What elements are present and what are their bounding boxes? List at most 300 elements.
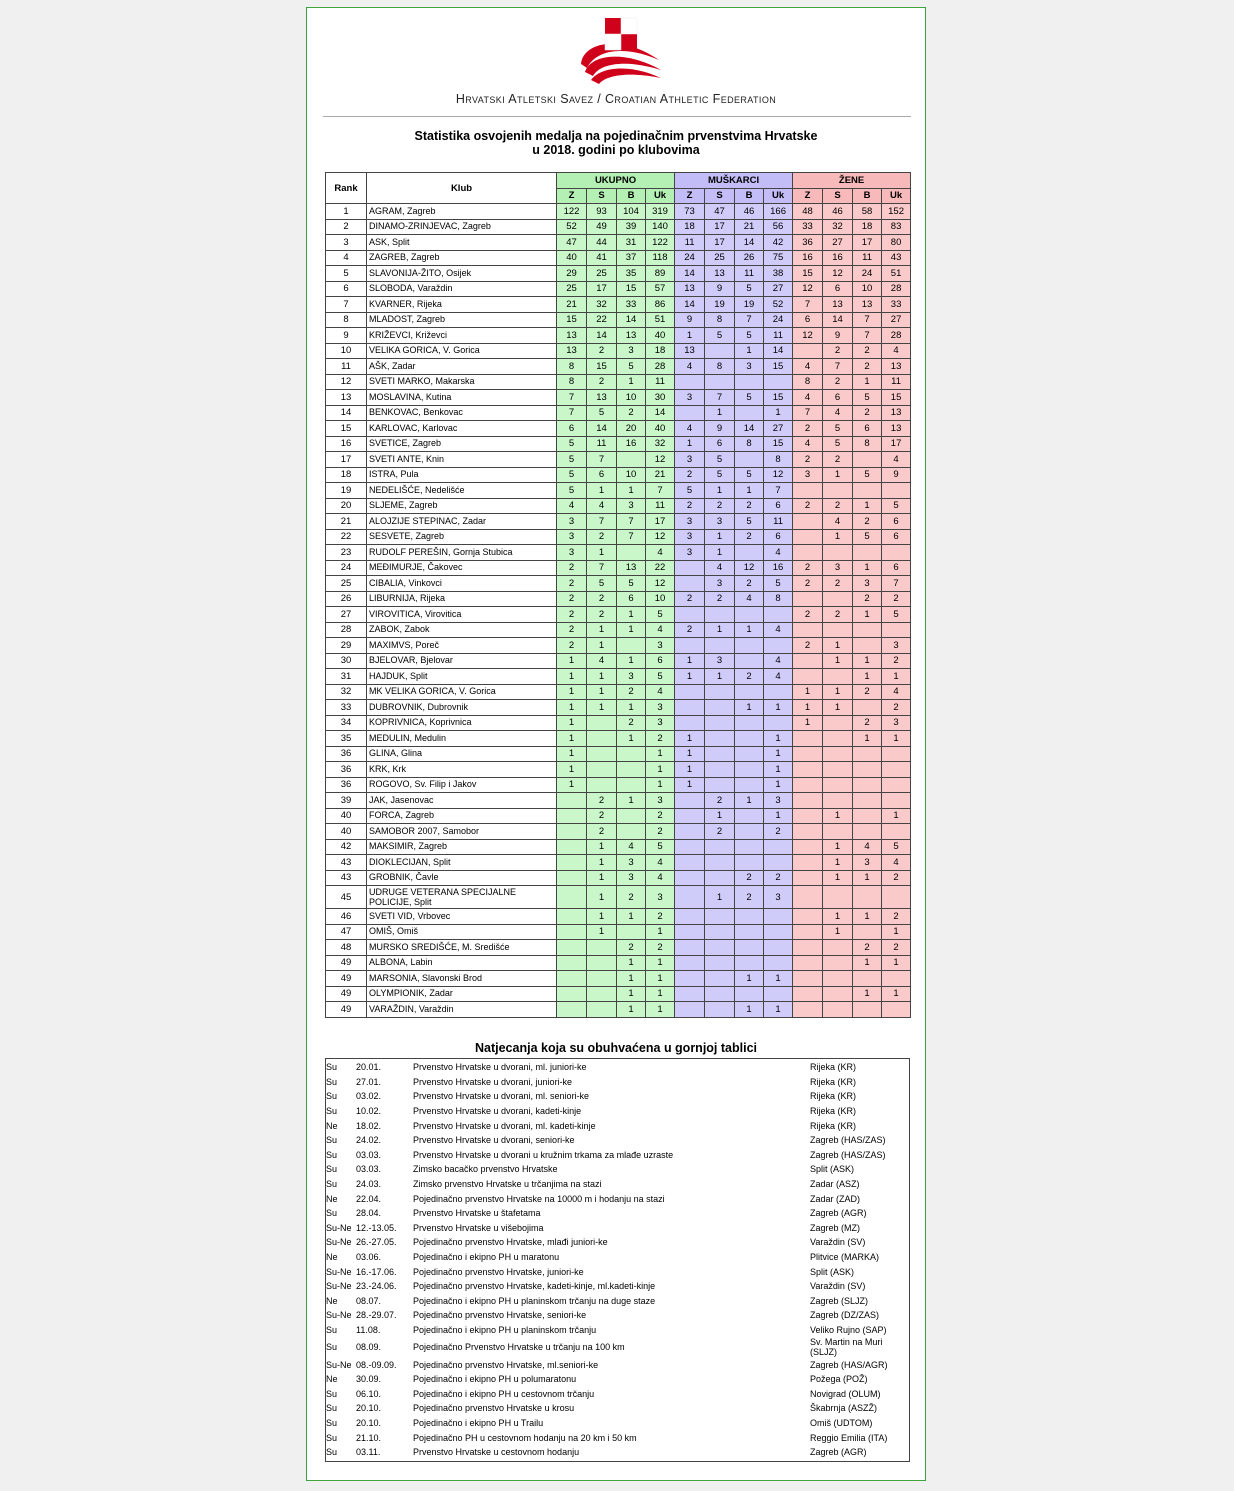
table-row [326, 235, 911, 251]
value-cell-ukupno-s: 2 [587, 808, 617, 824]
value-cell-ukupno-b: 1 [617, 731, 646, 747]
competition-day: Su [326, 1324, 338, 1335]
value-cell-ukupno-z: 2 [557, 607, 587, 623]
klub-cell: MLADOST, Zagreb [367, 312, 557, 328]
federation-logo [575, 16, 665, 92]
value-cell-zene-b: 2 [853, 359, 882, 375]
competition-name: Pojedinačno prvenstvo Hrvatske, ml.seniori-ke [413, 1359, 599, 1370]
value-cell-zene-b: 1 [853, 669, 882, 685]
header-divider [323, 116, 911, 117]
rank-cell: 7 [326, 297, 367, 313]
value-cell-ukupno-uk: 22 [646, 560, 675, 576]
value-cell-muskarci-s: 5 [705, 328, 735, 344]
value-cell-muskarci-s: 17 [705, 235, 735, 251]
value-cell-ukupno-s: 14 [587, 421, 617, 437]
value-cell-muskarci-b [735, 955, 764, 971]
value-cell-muskarci-s [705, 855, 735, 871]
value-cell-zene-z [793, 793, 823, 809]
value-cell-zene-z [793, 669, 823, 685]
value-cell-muskarci-s [705, 971, 735, 987]
value-cell-ukupno-uk: 3 [646, 886, 675, 909]
value-cell-zene-s: 2 [823, 498, 853, 514]
value-cell-zene-z: 7 [793, 405, 823, 421]
value-cell-ukupno-s: 2 [587, 529, 617, 545]
value-cell-zene-uk: 9 [882, 467, 911, 483]
value-cell-zene-z [793, 870, 823, 886]
klub-cell: OMIŠ, Omiš [367, 924, 557, 940]
value-cell-zene-s: 13 [823, 297, 853, 313]
value-cell-zene-s: 7 [823, 359, 853, 375]
value-cell-ukupno-uk: 51 [646, 312, 675, 328]
value-cell-zene-s: 2 [823, 452, 853, 468]
value-cell-muskarci-z [675, 374, 705, 390]
value-cell-zene-b: 5 [853, 390, 882, 406]
competitions-title: Natjecanja koja su obuhvaćena u gornjoj tablici [474, 1041, 757, 1055]
competitions-box [325, 1058, 910, 1462]
value-cell-ukupno-s: 17 [587, 281, 617, 297]
table-row [326, 312, 911, 328]
competition-day: Su [326, 1432, 338, 1443]
value-cell-zene-s: 14 [823, 312, 853, 328]
value-cell-ukupno-b: 1 [617, 1002, 646, 1018]
klub-cell: MEDULIN, Medulin [367, 731, 557, 747]
competition-date: 03.11. [356, 1447, 381, 1458]
value-cell-muskarci-z: 14 [675, 266, 705, 282]
rank-cell: 15 [326, 421, 367, 437]
value-cell-muskarci-b [735, 684, 764, 700]
table-row [326, 607, 911, 623]
competition-date: 18.02. [356, 1120, 382, 1131]
value-cell-zene-z [793, 483, 823, 499]
value-cell-muskarci-uk: 4 [764, 669, 793, 685]
value-cell-ukupno-uk: 319 [646, 204, 675, 220]
value-cell-muskarci-uk: 3 [764, 886, 793, 909]
value-cell-muskarci-b: 1 [735, 1002, 764, 1018]
value-cell-ukupno-b: 20 [617, 421, 646, 437]
value-cell-ukupno-uk: 1 [646, 986, 675, 1002]
value-cell-zene-z: 7 [793, 297, 823, 313]
value-cell-ukupno-uk: 14 [646, 405, 675, 421]
competition-date: 28.04. [356, 1208, 382, 1219]
rank-cell: 29 [326, 638, 367, 654]
value-cell-muskarci-uk: 1 [764, 731, 793, 747]
value-cell-ukupno-uk: 1 [646, 746, 675, 762]
value-cell-zene-b: 8 [853, 436, 882, 452]
competition-date: 08.09. [356, 1342, 382, 1353]
value-cell-muskarci-z [675, 1002, 705, 1018]
value-cell-muskarci-z [675, 986, 705, 1002]
value-cell-zene-s: 1 [823, 924, 853, 940]
value-cell-zene-uk: 80 [882, 235, 911, 251]
value-cell-muskarci-uk [764, 374, 793, 390]
rank-cell: 28 [326, 622, 367, 638]
competition-name: Prvenstvo Hrvatske u dvorani, kadeti-kinje [413, 1106, 582, 1117]
competition-row [326, 1177, 909, 1192]
value-cell-ukupno-uk: 12 [646, 576, 675, 592]
value-cell-ukupno-z: 5 [557, 467, 587, 483]
value-cell-muskarci-b: 19 [735, 297, 764, 313]
value-cell-zene-s [823, 971, 853, 987]
competition-place: Rijeka (KR) [810, 1062, 857, 1073]
value-cell-ukupno-z: 1 [557, 669, 587, 685]
value-cell-zene-s: 2 [823, 374, 853, 390]
value-cell-muskarci-b: 2 [735, 529, 764, 545]
rank-cell: 13 [326, 390, 367, 406]
value-cell-zene-s: 2 [823, 607, 853, 623]
rank-cell: 11 [326, 359, 367, 375]
value-cell-zene-z [793, 591, 823, 607]
value-cell-ukupno-s: 1 [587, 638, 617, 654]
subcol-ukupno-s: S [587, 188, 617, 204]
competition-date: 03.06. [356, 1252, 382, 1263]
competition-day: Su [326, 1417, 338, 1428]
competition-place: Zadar (ASZ) [810, 1179, 860, 1190]
value-cell-ukupno-z: 1 [557, 715, 587, 731]
value-cell-zene-uk [882, 793, 911, 809]
value-cell-zene-uk [882, 483, 911, 499]
subcol-muskarci-z: Z [675, 188, 705, 204]
value-cell-ukupno-uk: 2 [646, 940, 675, 956]
value-cell-muskarci-b: 7 [735, 312, 764, 328]
value-cell-muskarci-b [735, 731, 764, 747]
value-cell-zene-z: 12 [793, 328, 823, 344]
value-cell-muskarci-s: 4 [705, 560, 735, 576]
value-cell-zene-uk: 4 [882, 684, 911, 700]
value-cell-ukupno-s: 32 [587, 297, 617, 313]
value-cell-muskarci-b: 14 [735, 235, 764, 251]
competition-name: Zimsko prvenstvo Hrvatske u trčanjima na stazi [413, 1179, 602, 1190]
competition-name: Prvenstvo Hrvatske u cestovnom hodanju [413, 1447, 580, 1458]
competition-day: Su-Ne [326, 1359, 352, 1370]
value-cell-zene-s: 1 [823, 870, 853, 886]
value-cell-ukupno-s: 4 [587, 653, 617, 669]
value-cell-zene-z [793, 1002, 823, 1018]
value-cell-muskarci-z [675, 638, 705, 654]
value-cell-zene-b [853, 824, 882, 840]
rank-cell: 3 [326, 235, 367, 251]
value-cell-zene-z: 2 [793, 638, 823, 654]
value-cell-muskarci-uk: 15 [764, 359, 793, 375]
value-cell-muskarci-uk: 75 [764, 250, 793, 266]
rank-cell: 36 [326, 777, 367, 793]
value-cell-muskarci-s [705, 940, 735, 956]
value-cell-muskarci-z [675, 607, 705, 623]
competition-day: Ne [326, 1295, 338, 1306]
rank-cell: 21 [326, 514, 367, 530]
value-cell-muskarci-z [675, 940, 705, 956]
competition-row [326, 1264, 909, 1279]
value-cell-muskarci-s: 13 [705, 266, 735, 282]
value-cell-ukupno-uk: 2 [646, 731, 675, 747]
value-cell-zene-uk: 2 [882, 940, 911, 956]
competition-name: Pojedinačno i ekipno PH u cestovnom trčanju [413, 1388, 595, 1399]
value-cell-muskarci-b: 46 [735, 204, 764, 220]
value-cell-ukupno-z: 1 [557, 700, 587, 716]
value-cell-ukupno-b: 1 [617, 955, 646, 971]
group-ukupno-header: UKUPNO [557, 173, 675, 189]
value-cell-muskarci-uk [764, 607, 793, 623]
value-cell-zene-s [823, 986, 853, 1002]
value-cell-muskarci-b: 1 [735, 622, 764, 638]
value-cell-zene-s: 32 [823, 219, 853, 235]
value-cell-ukupno-b: 3 [617, 343, 646, 359]
competition-day: Ne [326, 1374, 338, 1385]
value-cell-muskarci-z [675, 560, 705, 576]
value-cell-ukupno-z: 2 [557, 591, 587, 607]
value-cell-muskarci-uk: 12 [764, 467, 793, 483]
value-cell-muskarci-b: 2 [735, 870, 764, 886]
value-cell-muskarci-s: 1 [705, 669, 735, 685]
rank-cell: 17 [326, 452, 367, 468]
value-cell-zene-uk: 5 [882, 498, 911, 514]
value-cell-zene-b: 17 [853, 235, 882, 251]
competition-row [326, 1416, 909, 1431]
competition-date: 06.10. [356, 1388, 382, 1399]
value-cell-muskarci-s [705, 607, 735, 623]
value-cell-muskarci-s [705, 684, 735, 700]
value-cell-zene-uk: 13 [882, 421, 911, 437]
value-cell-ukupno-z: 5 [557, 436, 587, 452]
table-row [326, 762, 911, 778]
value-cell-ukupno-z: 3 [557, 529, 587, 545]
value-cell-ukupno-z [557, 971, 587, 987]
klub-cell: LIBURNIJA, Rijeka [367, 591, 557, 607]
value-cell-ukupno-z [557, 886, 587, 909]
value-cell-ukupno-s [587, 1002, 617, 1018]
table-row [326, 219, 911, 235]
competition-row [326, 1089, 909, 1104]
value-cell-zene-b: 24 [853, 266, 882, 282]
value-cell-zene-s: 1 [823, 808, 853, 824]
value-cell-ukupno-s: 2 [587, 591, 617, 607]
value-cell-zene-z: 4 [793, 436, 823, 452]
value-cell-zene-z [793, 955, 823, 971]
value-cell-zene-b: 5 [853, 467, 882, 483]
value-cell-zene-s: 1 [823, 700, 853, 716]
value-cell-zene-uk: 1 [882, 986, 911, 1002]
value-cell-muskarci-z: 18 [675, 219, 705, 235]
value-cell-ukupno-s: 6 [587, 467, 617, 483]
value-cell-ukupno-b: 16 [617, 436, 646, 452]
klub-cell: CIBALIA, Vinkovci [367, 576, 557, 592]
value-cell-ukupno-z: 7 [557, 390, 587, 406]
value-cell-ukupno-b [617, 545, 646, 561]
document-page [306, 7, 926, 1481]
value-cell-ukupno-uk: 6 [646, 653, 675, 669]
value-cell-muskarci-uk: 15 [764, 436, 793, 452]
klub-cell: BENKOVAC, Benkovac [367, 405, 557, 421]
value-cell-zene-s [823, 1002, 853, 1018]
value-cell-zene-s [823, 746, 853, 762]
value-cell-muskarci-z: 73 [675, 204, 705, 220]
rank-cell: 33 [326, 700, 367, 716]
value-cell-zene-b: 2 [853, 591, 882, 607]
value-cell-muskarci-s: 1 [705, 808, 735, 824]
rank-cell: 48 [326, 940, 367, 956]
value-cell-ukupno-z: 8 [557, 359, 587, 375]
value-cell-ukupno-z: 25 [557, 281, 587, 297]
value-cell-zene-s [823, 545, 853, 561]
value-cell-ukupno-b [617, 924, 646, 940]
rank-cell: 16 [326, 436, 367, 452]
value-cell-zene-uk: 17 [882, 436, 911, 452]
value-cell-muskarci-z: 13 [675, 281, 705, 297]
value-cell-muskarci-z: 24 [675, 250, 705, 266]
value-cell-muskarci-s: 1 [705, 622, 735, 638]
value-cell-ukupno-b: 39 [617, 219, 646, 235]
value-cell-ukupno-b: 14 [617, 312, 646, 328]
value-cell-muskarci-s: 17 [705, 219, 735, 235]
value-cell-ukupno-uk: 12 [646, 529, 675, 545]
value-cell-muskarci-uk: 4 [764, 545, 793, 561]
competition-date: 23.-24.06. [356, 1281, 397, 1292]
value-cell-ukupno-z: 52 [557, 219, 587, 235]
value-cell-ukupno-b: 3 [617, 855, 646, 871]
value-cell-zene-b: 2 [853, 715, 882, 731]
table-row [326, 529, 911, 545]
value-cell-ukupno-uk: 1 [646, 971, 675, 987]
value-cell-ukupno-b: 1 [617, 700, 646, 716]
value-cell-muskarci-b: 5 [735, 467, 764, 483]
value-cell-ukupno-z: 6 [557, 421, 587, 437]
competition-day: Su-Ne [326, 1266, 352, 1277]
rank-cell: 12 [326, 374, 367, 390]
value-cell-ukupno-s [587, 731, 617, 747]
value-cell-zene-uk: 5 [882, 839, 911, 855]
value-cell-muskarci-uk [764, 684, 793, 700]
klub-cell: DUBROVNIK, Dubrovnik [367, 700, 557, 716]
competition-row [326, 1294, 909, 1309]
value-cell-muskarci-z: 3 [675, 529, 705, 545]
rank-cell: 14 [326, 405, 367, 421]
value-cell-muskarci-s: 8 [705, 312, 735, 328]
klub-cell: SESVETE, Zagreb [367, 529, 557, 545]
value-cell-muskarci-s: 9 [705, 281, 735, 297]
value-cell-ukupno-s: 2 [587, 824, 617, 840]
table-row [326, 452, 911, 468]
rank-cell: 23 [326, 545, 367, 561]
value-cell-ukupno-b [617, 746, 646, 762]
value-cell-muskarci-uk: 7 [764, 483, 793, 499]
value-cell-muskarci-z: 2 [675, 591, 705, 607]
value-cell-muskarci-uk: 5 [764, 576, 793, 592]
value-cell-zene-uk [882, 746, 911, 762]
value-cell-ukupno-s [587, 971, 617, 987]
competition-day: Su [326, 1106, 338, 1117]
rank-cell: 49 [326, 955, 367, 971]
competition-day: Su [326, 1342, 338, 1353]
competition-name: Prvenstvo Hrvatske u dvorani, juniori-ke [413, 1076, 573, 1087]
value-cell-zene-b: 7 [853, 312, 882, 328]
value-cell-ukupno-b: 1 [617, 986, 646, 1002]
value-cell-muskarci-z: 4 [675, 421, 705, 437]
value-cell-muskarci-s: 6 [705, 436, 735, 452]
value-cell-zene-z: 12 [793, 281, 823, 297]
value-cell-ukupno-s: 2 [587, 793, 617, 809]
value-cell-ukupno-uk: 2 [646, 824, 675, 840]
value-cell-muskarci-b: 2 [735, 669, 764, 685]
competition-place: Zagreb (HAS/ZAS) [810, 1149, 886, 1160]
value-cell-ukupno-uk: 1 [646, 955, 675, 971]
table-row [326, 684, 911, 700]
table-row [326, 328, 911, 344]
value-cell-muskarci-z: 4 [675, 359, 705, 375]
rank-cell: 6 [326, 281, 367, 297]
value-cell-ukupno-s [587, 940, 617, 956]
value-cell-zene-uk [882, 545, 911, 561]
value-cell-ukupno-uk: 3 [646, 793, 675, 809]
rank-cell: 47 [326, 924, 367, 940]
value-cell-zene-z: 3 [793, 467, 823, 483]
table-row [326, 746, 911, 762]
klub-cell: MEĐIMURJE, Čakovec [367, 560, 557, 576]
klub-cell: MAXIMVS, Poreč [367, 638, 557, 654]
value-cell-zene-b: 7 [853, 328, 882, 344]
value-cell-zene-s: 2 [823, 343, 853, 359]
value-cell-zene-uk: 1 [882, 731, 911, 747]
value-cell-zene-b [853, 971, 882, 987]
value-cell-muskarci-b [735, 746, 764, 762]
competition-place: Zagreb (SLJZ) [810, 1295, 869, 1306]
competition-name: Prvenstvo Hrvatske u štafetama [413, 1208, 541, 1219]
value-cell-zene-z: 33 [793, 219, 823, 235]
value-cell-zene-uk: 28 [882, 328, 911, 344]
competition-name: Pojedinačno prvenstvo Hrvatske, juniori-ke [413, 1266, 584, 1277]
value-cell-zene-s: 46 [823, 204, 853, 220]
value-cell-zene-z [793, 886, 823, 909]
value-cell-zene-b: 1 [853, 870, 882, 886]
rank-cell: 42 [326, 839, 367, 855]
competition-row [326, 1235, 909, 1250]
value-cell-zene-uk: 3 [882, 638, 911, 654]
competition-place: Sv. Martin na Muri (SLJZ) [810, 1337, 883, 1358]
klub-cell: ALOJZIJE STEPINAC, Zadar [367, 514, 557, 530]
value-cell-muskarci-z: 1 [675, 669, 705, 685]
value-cell-ukupno-z: 5 [557, 483, 587, 499]
rank-cell: 49 [326, 971, 367, 987]
competition-row [326, 1162, 909, 1177]
rank-cell: 30 [326, 653, 367, 669]
value-cell-zene-z: 2 [793, 576, 823, 592]
value-cell-ukupno-b: 104 [617, 204, 646, 220]
value-cell-ukupno-z: 7 [557, 405, 587, 421]
value-cell-muskarci-uk [764, 855, 793, 871]
value-cell-muskarci-uk [764, 909, 793, 925]
value-cell-zene-b: 1 [853, 653, 882, 669]
value-cell-zene-z [793, 746, 823, 762]
value-cell-zene-b [853, 452, 882, 468]
value-cell-muskarci-z [675, 924, 705, 940]
value-cell-muskarci-uk: 2 [764, 824, 793, 840]
value-cell-ukupno-s [587, 777, 617, 793]
value-cell-zene-s: 1 [823, 638, 853, 654]
value-cell-zene-b [853, 483, 882, 499]
competition-day: Ne [326, 1193, 338, 1204]
subcol-ukupno-uk: Uk [646, 188, 675, 204]
competition-place: Split (ASK) [810, 1164, 855, 1175]
value-cell-zene-z: 2 [793, 421, 823, 437]
table-row [326, 343, 911, 359]
value-cell-muskarci-uk: 16 [764, 560, 793, 576]
value-cell-muskarci-s: 8 [705, 359, 735, 375]
table-row [326, 374, 911, 390]
value-cell-zene-b: 3 [853, 576, 882, 592]
value-cell-zene-b: 58 [853, 204, 882, 220]
value-cell-zene-b [853, 793, 882, 809]
competition-place: Zagreb (AGR) [810, 1447, 867, 1458]
table-row [326, 971, 911, 987]
klub-cell: GLINA, Glina [367, 746, 557, 762]
